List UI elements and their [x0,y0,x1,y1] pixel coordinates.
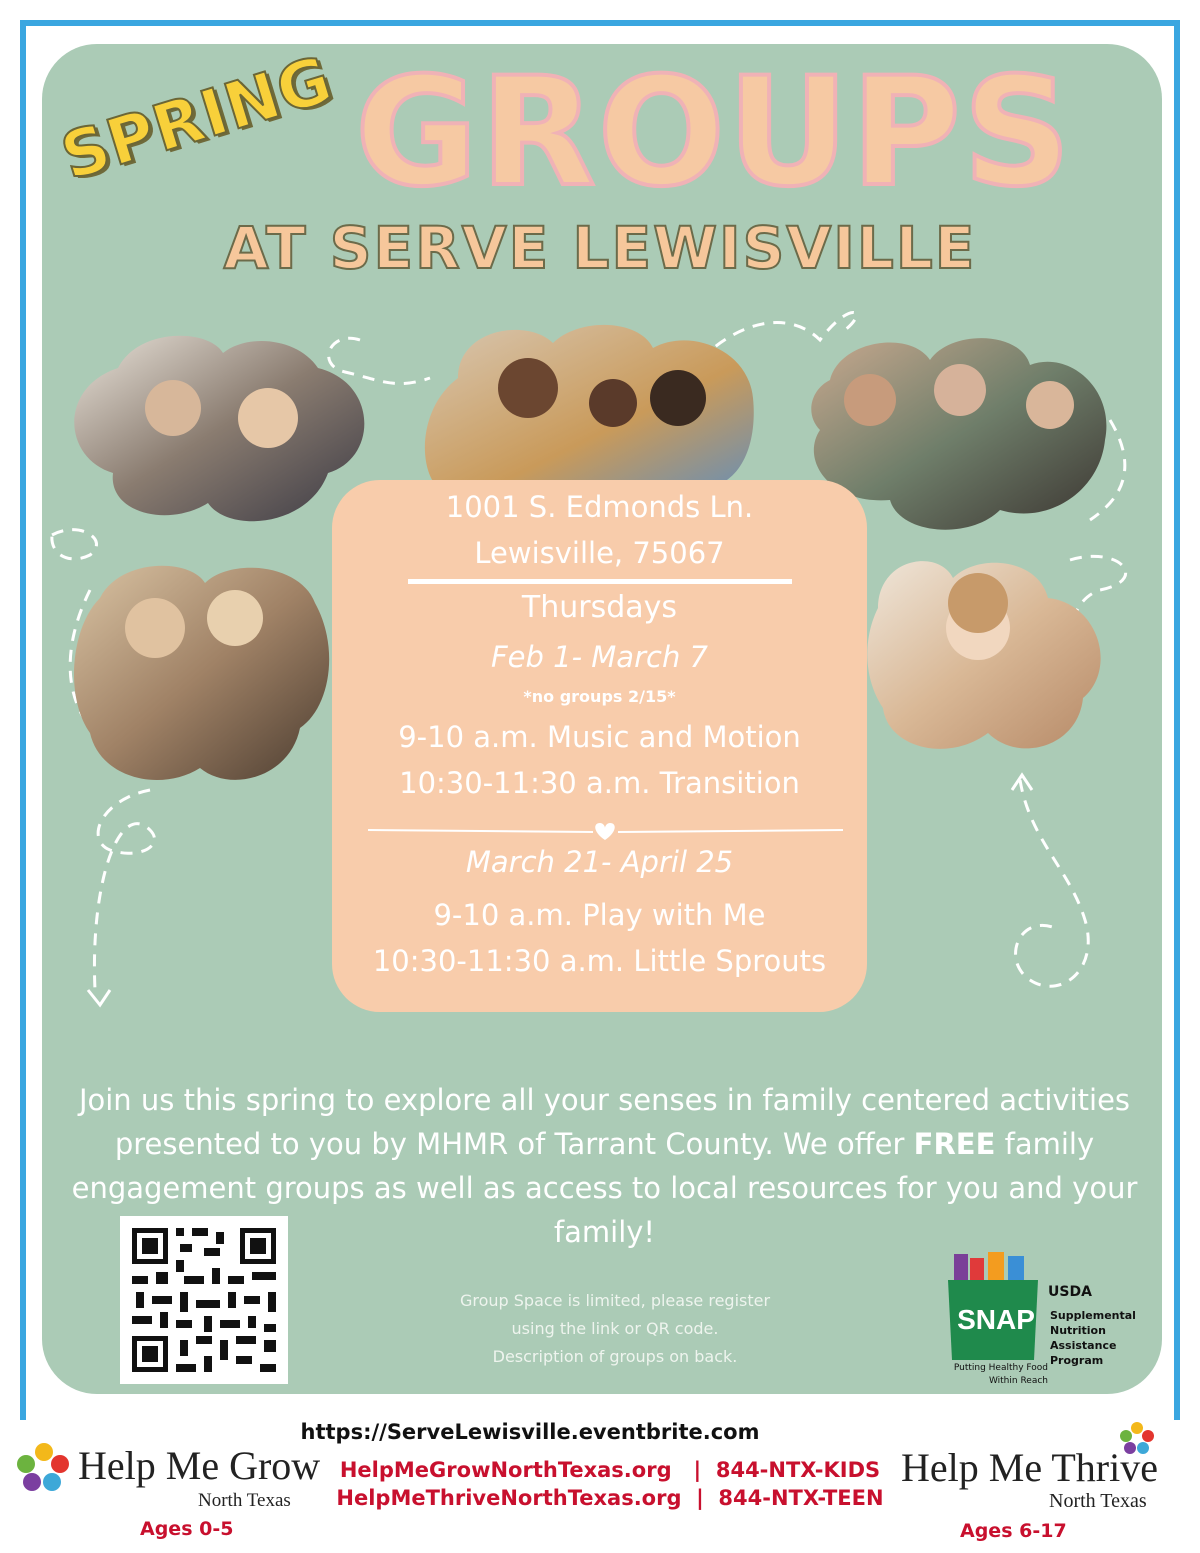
blurb-free: FREE [913,1127,996,1161]
session1-dates: Feb 1- March 7 [491,640,708,674]
thrive-website[interactable]: HelpMeThriveNorthTexas.org [336,1486,682,1510]
separator: | [693,1458,702,1482]
snap-tagline [928,1362,1048,1388]
separator: | [696,1486,704,1510]
day-label: Thursdays [521,590,678,625]
session2-group2: 10:30-11:30 a.m. Little Sprouts [372,944,827,978]
grow-phone[interactable]: 844-NTX-KIDS [715,1458,881,1482]
session2-dates: March 21- April 25 [465,845,734,879]
divider-line [408,579,792,584]
program-line-3: Assistance [1050,1339,1117,1352]
thrive-phone[interactable]: 844-NTX-TEEN [718,1486,884,1510]
subtitle-heading: AT SERVE LEWISVILLE [223,214,977,282]
ages-left: Ages 0-5 [140,1518,234,1540]
help-me-thrive-logo [895,1418,1195,1518]
contact-row-grow [325,1456,895,1484]
contact-info [325,1456,895,1512]
ages-right: Ages 6-17 [960,1520,1067,1542]
help-me-thrive-region: North Texas [1049,1490,1147,1512]
usda-label: USDA [1048,1284,1092,1300]
help-me-grow-name: Help Me Grow [78,1443,321,1488]
event-info-box [332,480,867,1012]
help-me-grow-region: North Texas [198,1490,291,1511]
address-line-1: 1001 S. Edmonds Ln. [445,490,754,524]
note-line-2: using the link or QR code. [511,1319,719,1338]
groups-heading: GROUPS [355,46,1073,220]
session2-group1: 9-10 a.m. Play with Me [433,898,766,932]
help-me-thrive-name: Help Me Thrive [901,1445,1158,1490]
address-line-2: Lewisville, 75067 [474,536,725,570]
flower-logo-icon [14,1440,74,1496]
spring-heading: SPRING [53,42,341,196]
session1-group1: 9-10 a.m. Music and Motion [398,720,801,754]
note-line-1: Group Space is limited, please register [459,1291,771,1310]
photo-children-outdoors [70,558,332,790]
grow-website[interactable]: HelpMeGrowNorthTexas.org [339,1458,672,1482]
program-line-2: Nutrition [1050,1324,1106,1337]
tagline-line-1: Putting Healthy Food [953,1363,1048,1373]
snap-logo [928,1248,1148,1393]
photo-children-playing [58,328,378,528]
photo-toddler-with-blocks [868,548,1113,756]
blurb-text-2: family engagement groups as well as access to local resources for you and your family! [71,1127,1138,1249]
blurb-text-1: Join us this spring to explore all your senses in family centered activities presented to you by MHMR of Tarrant County. We offer [78,1083,1131,1161]
photo-mother-with-children [418,318,758,490]
tagline-line-2: Within Reach [988,1376,1048,1386]
heart-divider [368,820,843,842]
program-line-1: Supplemental [1050,1309,1136,1322]
contact-row-thrive [325,1484,895,1512]
snap-logo-text: SNAP [957,1304,1035,1335]
snap-program-name [1050,1308,1136,1368]
note-line-3: Description of groups on back. [492,1347,738,1366]
registration-qr-code[interactable] [120,1216,288,1384]
registration-note [410,1287,820,1371]
session1-group2: 10:30-11:30 a.m. Transition [399,766,800,800]
program-line-4: Program [1050,1354,1104,1367]
session1-note: *no groups 2/15* [523,687,676,706]
help-me-grow-logo [14,1436,334,1516]
eventbrite-link[interactable]: https://ServeLewisville.eventbrite.com [300,1420,760,1444]
